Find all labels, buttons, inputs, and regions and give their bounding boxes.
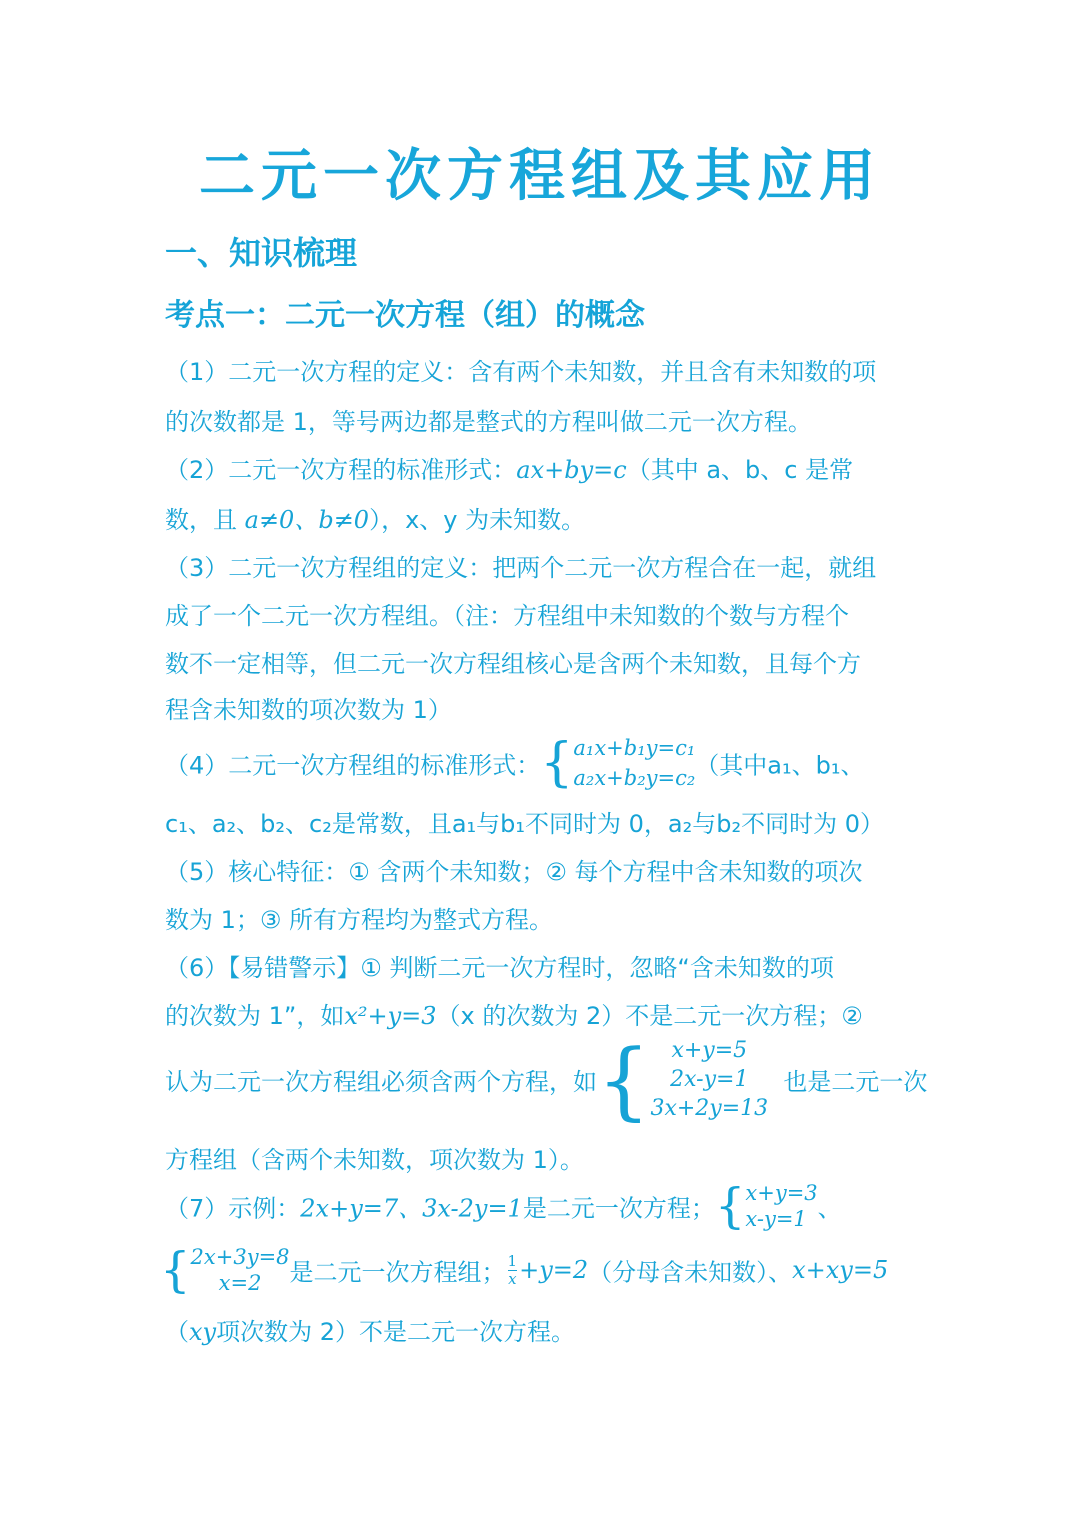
text-line-4 — [165, 500, 925, 535]
system-rows — [573, 733, 695, 793]
text-line-5: （3）二元一次方程组的定义：把两个二元一次方程合在一起，就组 — [165, 554, 877, 582]
text-line-18a: 是二元一次方程组； — [289, 1258, 506, 1287]
text-line-18c: （分母含未知数）、 — [588, 1258, 793, 1287]
text-line-3c: （其中 a、b、c 是常 — [626, 456, 854, 484]
xy-term: xy — [189, 1318, 217, 1346]
section-heading: 一、知识梳理 — [165, 234, 358, 272]
nonzero-condition: a≠0、b≠0 — [244, 506, 370, 534]
text-line-15 — [165, 1030, 928, 1129]
system-row: 2x+3y=8 — [190, 1245, 290, 1269]
text-line-11: （5）核心特征：① 含两个未知数；② 每个方程中含未知数的项次 — [165, 858, 863, 886]
text-line-14c: （x 的次数为 2）不是二元一次方程；② — [436, 1002, 863, 1030]
example-system-a — [715, 1180, 818, 1232]
fraction — [508, 1253, 518, 1287]
system-row: 2x-y=1 — [670, 1067, 749, 1092]
text-line-10: c₁、a₂、b₂、c₂是常数，且a₁与b₁不同时为 0，a₂与b₂不同时为 0） — [165, 810, 884, 838]
system-row: x-y=1 — [745, 1207, 807, 1231]
example-equations: 2x+y=7、3x-2y=1 — [300, 1194, 523, 1223]
text-line-14a: 的次数为 1”，如 — [165, 1002, 345, 1030]
text-line-3 — [165, 450, 925, 485]
text-line-17d: 、 — [817, 1194, 842, 1223]
system-row: 3x+2y=13 — [650, 1096, 769, 1121]
system-row: x+y=3 — [745, 1181, 818, 1205]
system-brace: { — [160, 1242, 191, 1298]
point-heading: 考点一：二元一次方程（组）的概念 — [165, 298, 645, 333]
system-rows — [191, 1244, 290, 1296]
text-line-4c: ），x、y 为未知数。 — [369, 506, 586, 534]
text-line-19c: 项次数为 2）不是二元一次方程。 — [216, 1318, 575, 1346]
text-line-4a: 数，且 — [165, 506, 245, 534]
standard-equation: ax+by=c — [516, 456, 627, 484]
text-line-6: 成了一个二元一次方程组。（注：方程组中未知数的个数与方程个 — [165, 602, 849, 630]
system-row: a₂x+b₂y=c₂ — [573, 766, 696, 790]
text-line-1: （1）二元一次方程的定义：含有两个未知数，并且含有未知数的项 — [165, 358, 877, 386]
page-title: 二元一次方程组及其应用 — [199, 144, 881, 209]
system-brace: { — [540, 733, 574, 793]
text-line-14 — [165, 996, 925, 1031]
text-line-18 — [160, 1244, 920, 1296]
text-line-19a: （ — [165, 1318, 189, 1346]
system-rows — [650, 1036, 768, 1123]
text-line-2: 的次数都是 1，等号两边都是整式的方程叫做二元一次方程。 — [165, 408, 812, 436]
text-line-17c: 是二元一次方程； — [522, 1194, 715, 1223]
system-row: x=2 — [218, 1271, 262, 1295]
text-line-15a: 认为二元一次方程组必须含两个方程，如 — [165, 1068, 597, 1096]
text-line-9 — [165, 733, 925, 793]
text-line-7: 数不一定相等，但二元一次方程组核心是含两个未知数，且每个方 — [165, 650, 861, 678]
system-brace: { — [714, 1178, 746, 1234]
standard-system — [540, 733, 695, 793]
fraction-equation: +y=2 — [519, 1256, 589, 1284]
text-line-3a: （2）二元一次方程的标准形式： — [165, 456, 517, 484]
text-line-8: 程含未知数的项次数为 1） — [165, 696, 452, 724]
text-line-9b: （其中a₁、b₁、 — [695, 751, 865, 780]
text-line-17 — [165, 1180, 925, 1232]
system-brace: { — [597, 1030, 651, 1129]
text-line-16: 方程组（含两个未知数，项次数为 1）。 — [165, 1146, 584, 1174]
system-row: a₁x+b₁y=c₁ — [573, 736, 696, 760]
counter-example: x²+y=3 — [344, 1002, 437, 1030]
xy-equation: x+xy=5 — [792, 1256, 889, 1284]
text-line-15b: 也是二元一次 — [783, 1068, 928, 1096]
text-line-17a: （7）示例： — [165, 1194, 301, 1223]
text-line-9a: （4）二元一次方程组的标准形式： — [165, 751, 541, 780]
text-line-19 — [165, 1312, 925, 1347]
fraction-denominator: x — [508, 1269, 517, 1288]
fraction-numerator: 1 — [507, 1252, 518, 1270]
text-line-12: 数为 1；③ 所有方程均为整式方程。 — [165, 906, 554, 934]
system-row: x+y=5 — [671, 1038, 748, 1063]
three-equation-system — [597, 1030, 769, 1129]
system-rows — [745, 1180, 817, 1232]
example-system-b — [160, 1244, 290, 1296]
text-line-13: （6）【易错警示】① 判断二元一次方程时，忽略“含未知数的项 — [165, 954, 834, 982]
